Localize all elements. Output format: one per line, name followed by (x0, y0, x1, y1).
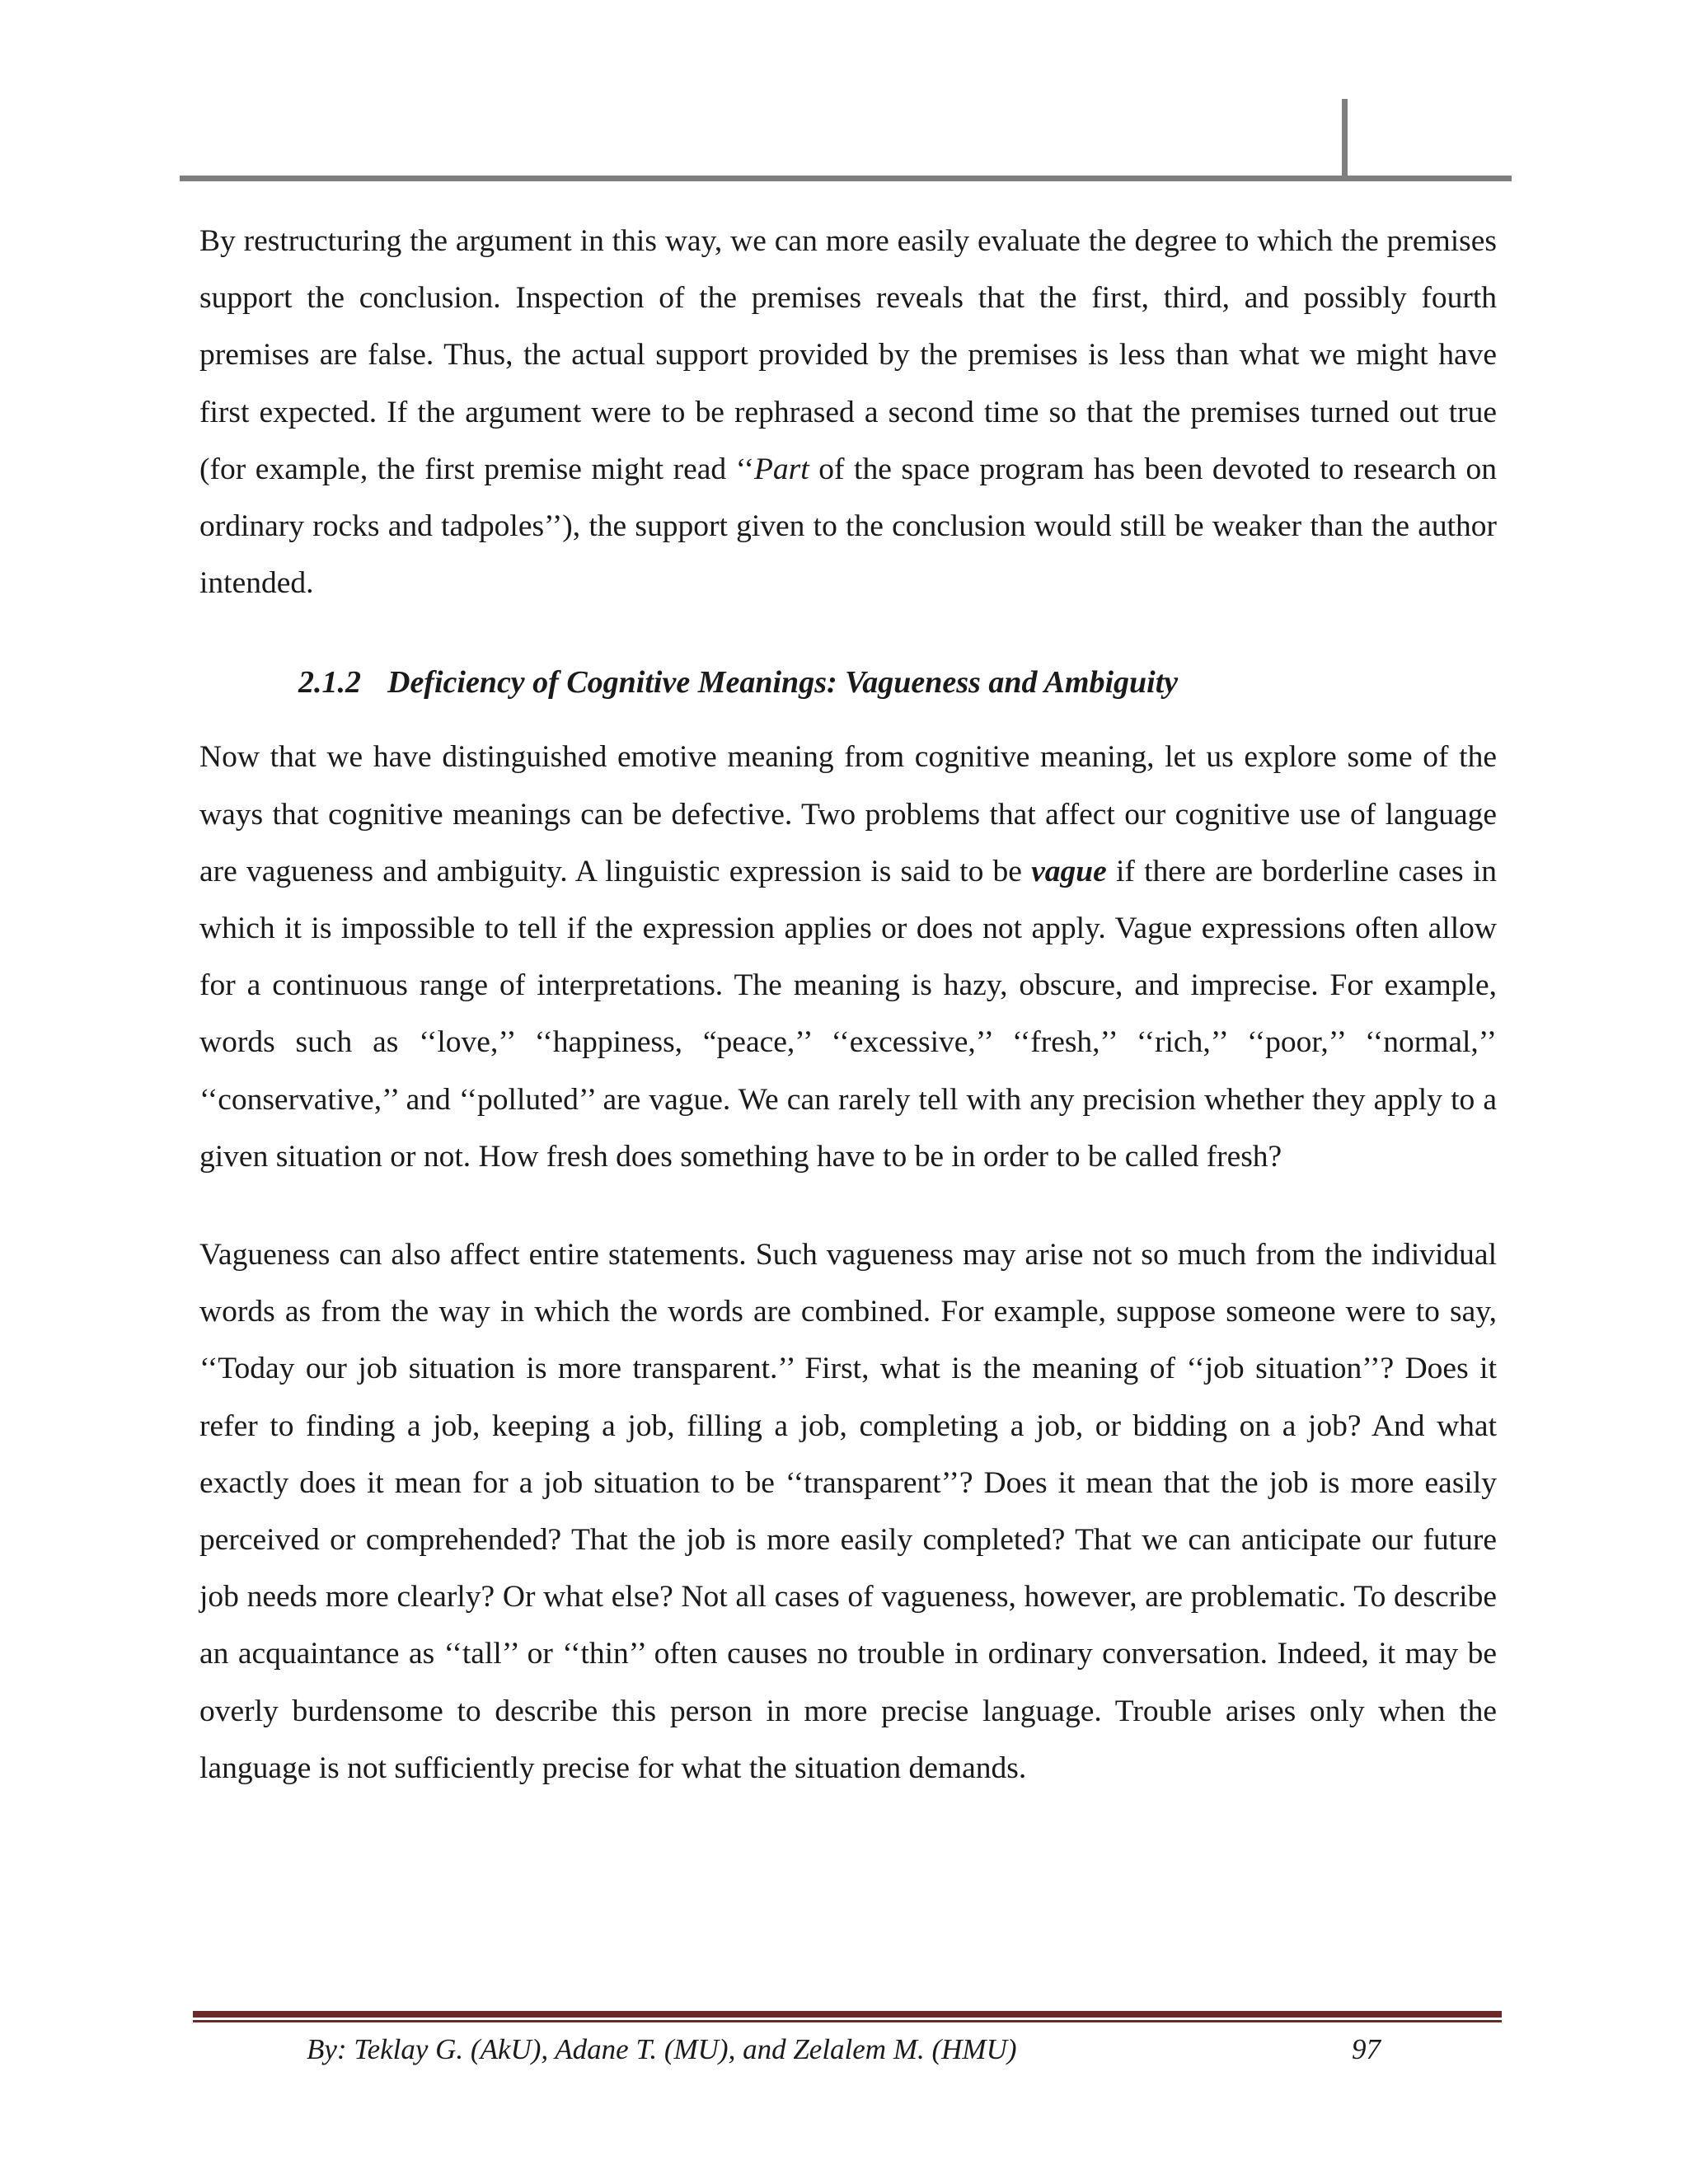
paragraph-1-text-b: of the space program has been devoted to research on ordinary rocks and tadpoles’’), the support given to the conclusion would still be weaker than the author intended. (199, 452, 1497, 601)
footer-authors: By: Teklay G. (AkU), Adane T. (MU), and Zelalem M. (HMU) (307, 2033, 1017, 2065)
emphasis-part: Part (753, 452, 809, 486)
section-heading (199, 653, 1497, 712)
paragraph-1-text-a: By restructuring the argument in this way, we can more easily evaluate the degree to which the premises support the conclusion. Inspection of the premises reveals that the first, third, and possibly fourth premises are false. Thus, the actual support provided by the premises is less than what we might have first expected. If the argument were to be rephrased a second time so that the premises turned out true (for example, the first premise might read ‘‘ (199, 224, 1497, 486)
paragraph-vagueness-definition (199, 729, 1497, 1185)
paragraph-2-text-b: if there are borderline cases in which it is impossible to tell if the expression applies or does not apply. Vague expressions often allow for a continuous range of interpretations. The meaning is hazy, obscure, and imprecise. For example, words such as ‘‘love,’’ ‘‘happiness, “peace,’’ ‘‘excessive,’’ ‘‘fresh,’’ ‘‘rich,’’ ‘‘poor,’’ ‘‘normal,’’ ‘‘conservative,’’ and ‘‘polluted’’ are vague. We can rarely tell with any precision whether they apply to a given situation or not. How fresh does something have to be in order to be called fresh? (199, 854, 1497, 1174)
term-vague: vague (1031, 854, 1107, 888)
header-rule (180, 176, 1512, 181)
paragraph-vagueness-statements: Vagueness can also affect entire statements. Such vagueness may arise not so much from the individual words as from the way in which the words are combined. For example, suppose someone were to say, ‘‘Today our job situation is more transparent.’’ First, what is the meaning of ‘‘job situation’’? Does it refer to finding a job, keeping a job, filling a job, completing a job, or bidding on a job? And what exactly does it mean for a job situation to be ‘‘transparent’’? Does it mean that the job is more easily perceived or comprehended? That the job is more easily completed? That we can anticipate our future job needs more clearly? Or what else? Not all cases of vagueness, however, are problematic. To describe an acquaintance as ‘‘tall’’ or ‘‘thin’’ often causes no trouble in ordinary conversation. Indeed, it may be overly burdensome to describe this person in more precise language. Trouble arises only when the language is not sufficiently precise for what the situation demands. (199, 1238, 1497, 1785)
page-number: 97 (1352, 2033, 1381, 2065)
footer-rule-thin (193, 2020, 1502, 2022)
paragraph-2-text-a: Now that we have distinguished emotive meaning from cognitive meaning, let us explore some of the ways that cognitive meanings can be defective. Two problems that affect our cognitive use of language are vagueness and ambiguity. A linguistic expression is said to be (199, 740, 1497, 888)
section-title: Deficiency of Cognitive Meanings: Vagueness and Ambiguity (387, 665, 1179, 701)
section-number: 2.1.2 (298, 665, 361, 701)
paragraph-argument-restructuring (199, 213, 1497, 612)
footer-rule-thick (193, 2011, 1502, 2018)
page-content (199, 213, 1497, 1797)
header-tick-mark (1342, 99, 1348, 178)
